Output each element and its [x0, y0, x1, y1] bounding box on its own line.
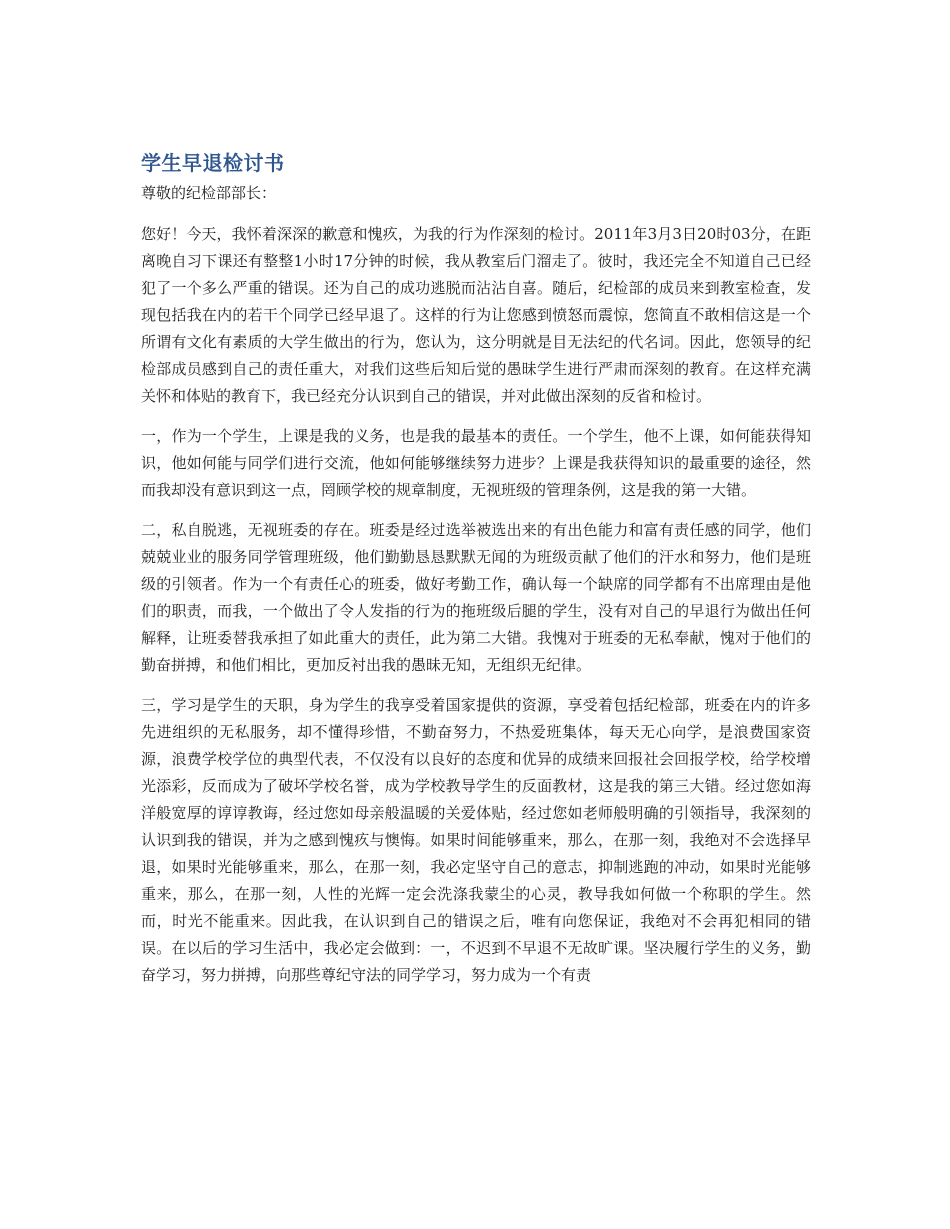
paragraph-greeting: 您好！今天，我怀着深深的歉意和愧疚，为我的行为作深刻的检讨。2011年3月3日20时03分，在距离晚自习下课还有整整1小时17分钟的时候，我从教室后门溜走了。彼时，我还完全不知道自己已经犯了一个多么严重的错误。还为自己的成功逃脱而沾沾自喜。随后，纪检部的成员来到教室检查，发现包括我在内的若干个同学已经早退了。这样的行为让您感到愤怒而震惊，您简直不敢相信这是一个所谓有文化有素质的大学生做出的行为，您认为，这分明就是目无法纪的代名词。因此，您领导的纪检部成员感到自己的责任重大，对我们这些后知后觉的愚昧学生进行严肃而深刻的教育。在这样充满关怀和体贴的教育下，我已经充分认识到自己的错误，并对此做出深刻的反省和检讨。 — [141, 225, 811, 405]
paragraph-point-two: 二，私自脱逃，无视班委的存在。班委是经过选举被选出来的有出色能力和富有责任感的同学，他们兢兢业业的服务同学管理班级，他们勤勤恳恳默默无闻的为班级贡献了他们的汗水和努力，他们是班级的引领者。作为一个有责任心的班委，做好考勤工作，确认每一个缺席的同学都有不出席理由是他们的职责，而我，一个做出了令人发指的行为的拖班级后腿的学生，没有对自己的早退行为做出任何解释，让班委替我承担了如此重大的责任，此为第二大错。我愧对于班委的无私奉献，愧对于他们的勤奋拼搏，和他们相比，更加反衬出我的愚昧无知，无组织无纪律。 — [141, 521, 811, 674]
paragraph-point-three: 三，学习是学生的天职，身为学生的我享受着国家提供的资源，享受着包括纪检部，班委在内的许多先进组织的无私服务，却不懂得珍惜，不勤奋努力，不热爱班集体，每天无心向学，是浪费国家资源，浪费学校学位的典型代表，不仅没有以良好的态度和优异的成绩来回报社会回报学校，给学校增光添彩，反而成为了破坏学校名誉，成为学校教导学生的反面教材，这是我的第三大错。经过您如海洋般宽厚的谆谆教诲，经过您如母亲般温暖的关爱体贴，经过您如老师般明确的引领指导，我深刻的认识到我的错误，并为之感到愧疚与懊悔。如果时间能够重来，那么，在那一刻，我绝对不会选择早退，如果时光能够重来，那么，在那一刻，我必定坚守自己的意志，抑制逃跑的冲动，如果时光能够重来，那么，在那一刻，人性的光辉一定会洗涤我蒙尘的心灵，教导我如何做一个称职的学生。然而，时光不能重来。因此我，在认识到自己的错误之后，唯有向您保证，我绝对不会再犯相同的错误。在以后的学习生活中，我必定会做到：一，不迟到不早退不无故旷课。坚决履行学生的义务，勤奋学习，努力拼搏，向那些尊纪守法的同学学习，努力成为一个有责 — [141, 696, 811, 984]
document-body — [141, 148, 811, 1002]
paragraph-point-one: 一，作为一个学生，上课是我的义务，也是我的最基本的责任。一个学生，他不上课，如何能获得知识，他如何能与同学们进行交流，他如何能够继续努力进步？上课是我获得知识的最重要的途径，然而我却没有意识到这一点，罔顾学校的规章制度，无视班级的管理条例，这是我的第一大错。 — [141, 427, 811, 499]
document-title: 学生早退检讨书 — [141, 151, 285, 175]
salutation: 尊敬的纪检部部长： — [141, 184, 277, 202]
